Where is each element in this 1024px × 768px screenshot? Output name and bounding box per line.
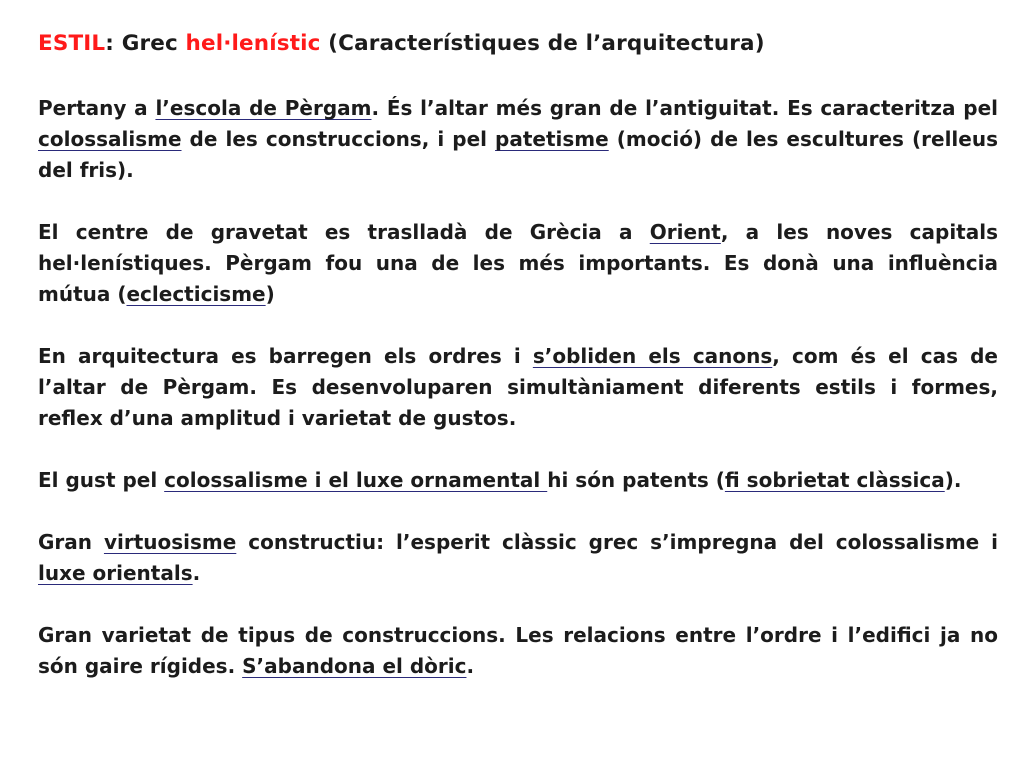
text-run: El centre de gravetat es traslladà de Grècia a — [38, 220, 650, 244]
text-run: Pertany a — [38, 96, 156, 120]
text-run: . — [192, 561, 201, 585]
title-label: ESTIL — [38, 31, 106, 56]
text-run: Gran — [38, 530, 104, 554]
underlined-term: virtuosisme — [103, 530, 237, 554]
text-run: . És l’altar més gran de l’antiguitat. Es caracteritza pel — [371, 96, 999, 120]
paragraph-architecture-orders — [38, 341, 998, 434]
title-rest: (Característiques de l’arquitectura) — [320, 31, 765, 56]
title-style-a: Grec — [121, 31, 186, 56]
paragraph-pergam-school — [38, 93, 998, 186]
text-run: Gran varietat de tipus de construccions. Les relacions entre l’ordre i l’edifici ja no són gaire rígides. — [38, 623, 998, 678]
text-run: , a les noves capitals hel·lenístiques. Pèrgam fou una de les més importants. Es donà una influència mútua ( — [38, 220, 998, 306]
text-run: ) — [265, 282, 275, 306]
text-run: En arquitectura es barregen els ordres i — [38, 344, 533, 368]
underlined-term: patetisme — [495, 127, 609, 151]
text-run: hi són patents ( — [547, 468, 725, 492]
underlined-term: S’abandona el dòric — [242, 654, 467, 678]
underlined-term: luxe orientals — [38, 561, 193, 585]
text-run: El gust pel — [38, 468, 165, 492]
underlined-term: l’escola de Pèrgam — [155, 96, 372, 120]
underlined-term: fi sobrietat clàssica — [724, 468, 945, 492]
underlined-term: Orient — [649, 220, 721, 244]
underlined-term: s’obliden els canons — [532, 344, 773, 368]
text-run: constructiu: l’esperit clàssic grec s’impregna del colossalisme i — [236, 530, 999, 554]
text-run: . — [466, 654, 475, 678]
underlined-term: colossalisme — [38, 127, 182, 151]
paragraph-colossalism-taste — [38, 465, 998, 496]
text-run: ). — [944, 468, 962, 492]
title-colon: : — [105, 31, 122, 56]
text-run: (moció) de les escultures (relleus del fris). — [38, 127, 998, 182]
paragraph-construction-variety — [38, 620, 998, 682]
paragraph-center-of-gravity — [38, 217, 998, 310]
paragraph-virtuosism — [38, 527, 998, 589]
text-run: de les construccions, i pel — [181, 127, 496, 151]
underlined-term: eclecticisme — [126, 282, 266, 306]
title-style-b: hel·lenístic — [185, 31, 321, 56]
underlined-term: colossalisme i el luxe ornamental — [164, 468, 548, 492]
slide-title — [38, 28, 998, 59]
text-run: , com és el cas de l’altar de Pèrgam. Es desenvoluparen simultàniament diferents estils i formes, reflex d’una amplitud i varietat de gustos. — [38, 344, 999, 430]
